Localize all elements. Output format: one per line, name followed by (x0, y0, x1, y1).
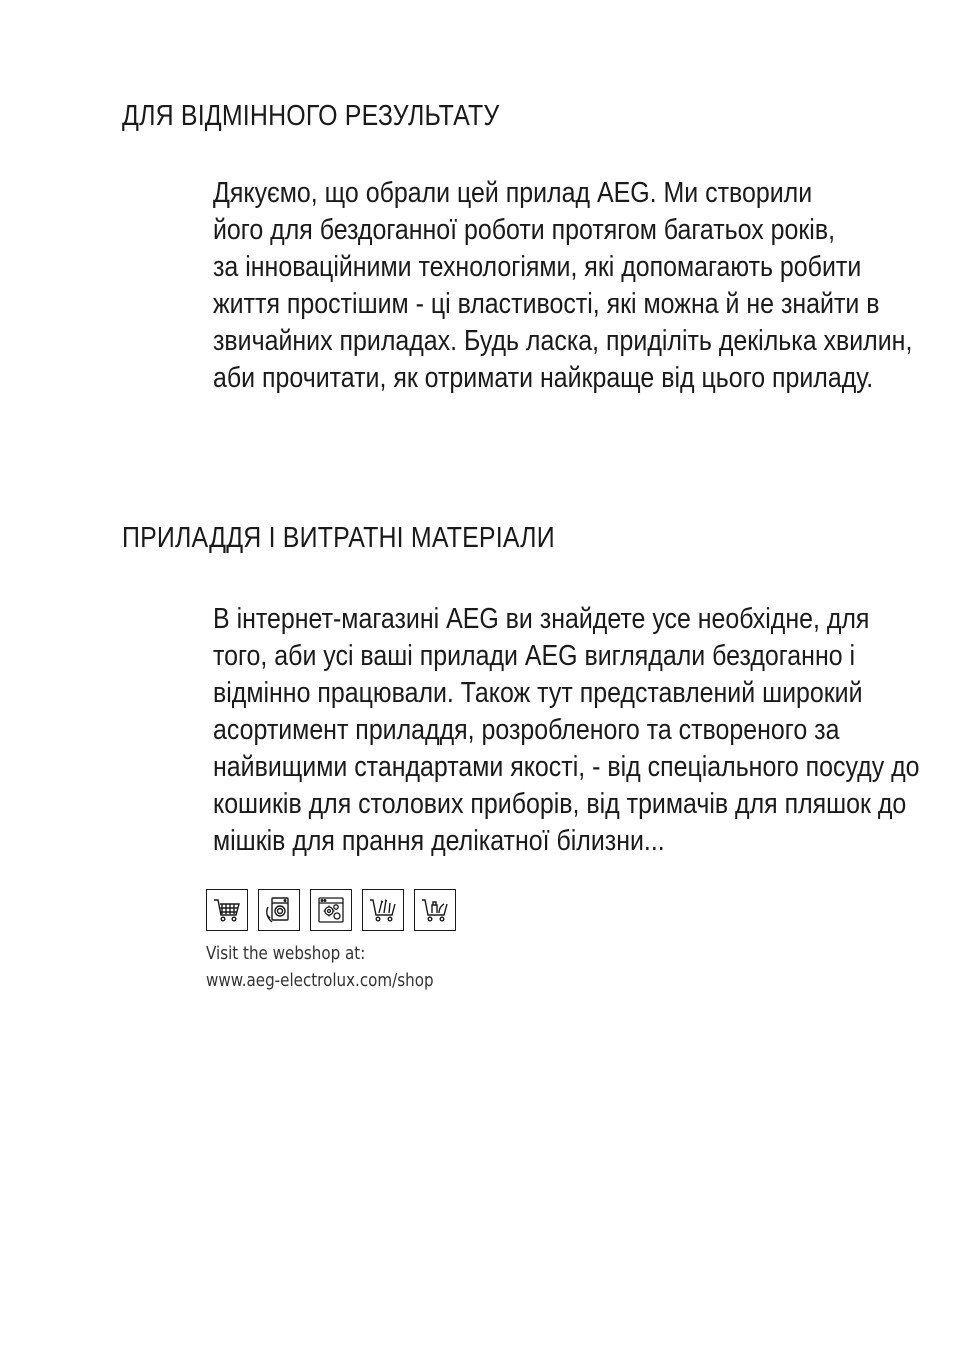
paragraph-line: відмінно працювали. Також тут представлений широкий (213, 677, 863, 709)
webshop-caption (206, 940, 477, 994)
intro-paragraph (213, 175, 954, 397)
paragraph-line: того, аби усі ваші прилади AEG виглядали бездоганно і (213, 640, 856, 672)
paragraph-line: мішків для прання делікатної білизни... (213, 825, 665, 857)
paragraph-line: за інноваційними технологіями, які допомагають робити (213, 251, 862, 283)
paragraph-line: аби прочитати, як отримати найкраще від цього приладу. (213, 362, 874, 394)
shopping-cart-icon (206, 889, 248, 931)
paragraph-line: В інтернет-магазині AEG ви знайдете усе необхідне, для (213, 603, 870, 635)
washing-machine-icon (258, 889, 300, 931)
webshop-url[interactable]: www.aeg-electrolux.com/shop (206, 970, 434, 991)
cart-accessories-icon (362, 889, 404, 931)
webshop-caption-text: Visit the webshop at: (206, 943, 366, 964)
webshop-icon-row (206, 889, 456, 931)
appliance-parts-icon (310, 889, 352, 931)
paragraph-line: його для бездоганної роботи протягом багатьох років, (213, 214, 836, 246)
paragraph-line: життя простішим - ці властивості, які можна й не знайти в (213, 288, 880, 320)
paragraph-line: Дякуємо, що обрали цей прилад AEG. Ми створили (213, 177, 813, 209)
accessories-paragraph (213, 601, 954, 860)
cart-care-products-icon (414, 889, 456, 931)
paragraph-line: кошиків для столових приборів, від тримачів для пляшок до (213, 788, 907, 820)
paragraph-line: звичайних приладах. Будь ласка, приділіть декілька хвилин, (213, 325, 913, 357)
paragraph-line: асортимент приладдя, розробленого та створеного за (213, 714, 840, 746)
section-heading-best-results: ДЛЯ ВІДМІННОГО РЕЗУЛЬТАТУ (122, 100, 500, 132)
section-heading-accessories: ПРИЛАДДЯ І ВИТРАТНІ МАТЕРІАЛИ (122, 522, 555, 554)
paragraph-line: найвищими стандартами якості, - від спеціального посуду до (213, 751, 920, 783)
